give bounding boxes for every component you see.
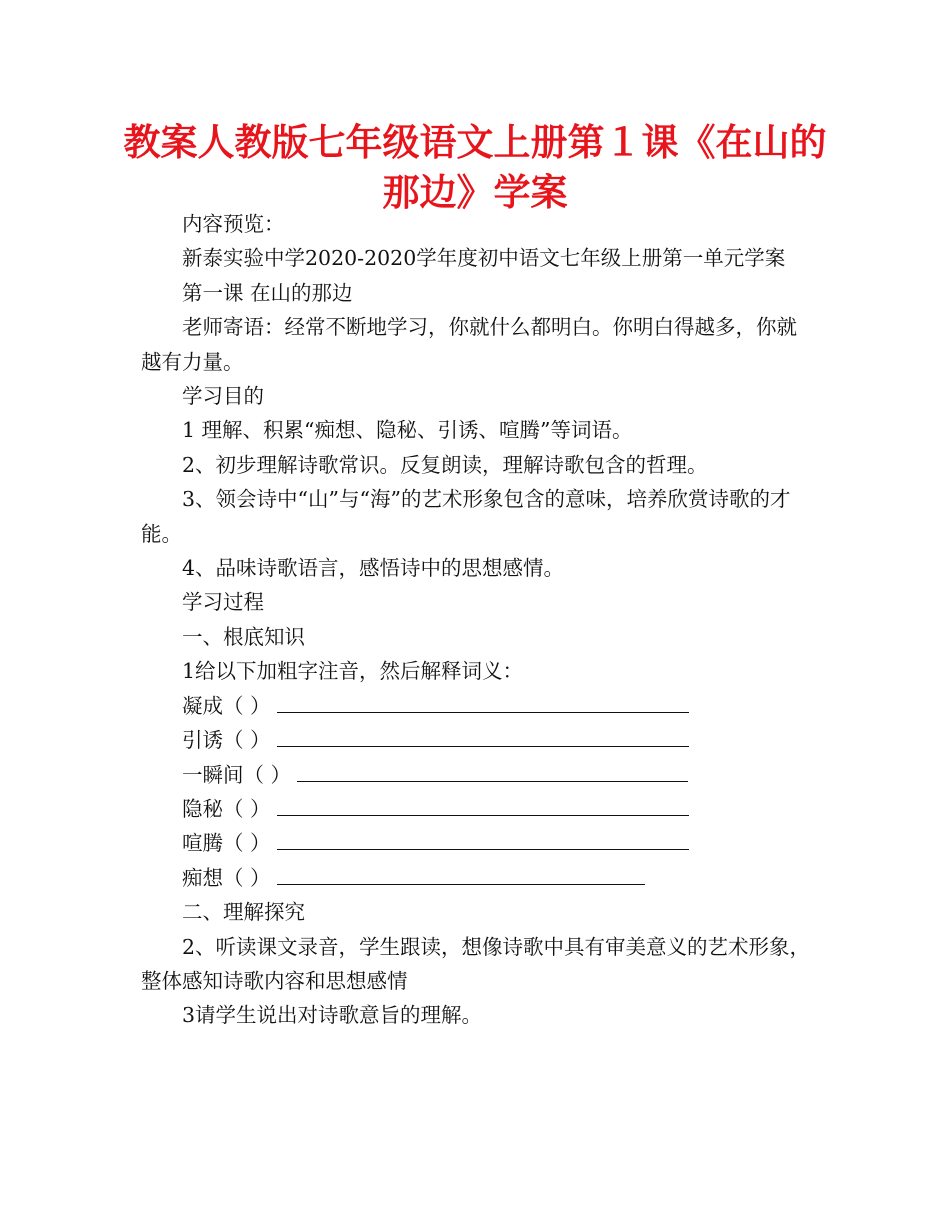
vocab-item — [141, 723, 811, 757]
answer-blank[interactable] — [277, 883, 645, 885]
vocab-item — [141, 792, 811, 826]
answer-blank[interactable] — [277, 814, 689, 816]
objective-2: 2、初步理解诗歌常识。反复朗读，理解诗歌包含的哲理。 — [182, 452, 708, 477]
task-2: 2、听读课文录音，学生跟读，想像诗歌中具有审美意义的艺术形象，整体感知诗歌内容和思想感情 — [141, 934, 811, 993]
document-body — [141, 207, 811, 1033]
vocab-item — [141, 861, 811, 895]
vocab-word: 凝成（ ） — [182, 693, 271, 718]
answer-blank[interactable] — [277, 711, 689, 713]
vocab-item — [141, 689, 811, 723]
vocab-item — [141, 758, 811, 792]
document-title: 教案人教版七年级语文上册第１课《在山的那边》学案 — [123, 121, 827, 214]
objective-3: 3、领会诗中“山”与“海”的艺术形象包含的意味，培养欣赏诗歌的才能。 — [141, 487, 791, 546]
paragraph-school: 新泰实验中学2020-2020学年度初中语文七年级上册第一单元学案 — [182, 246, 786, 271]
vocab-word: 隐秘（ ） — [182, 796, 271, 821]
vocab-word: 痴想（ ） — [182, 865, 271, 890]
heading-basic-knowledge: 一、根底知识 — [182, 624, 305, 649]
vocab-word: 一瞬间（ ） — [182, 762, 292, 787]
heading-process: 学习过程 — [182, 590, 264, 615]
objective-4: 4、品味诗歌语言，感悟诗中的思想感情。 — [182, 556, 565, 581]
answer-blank[interactable] — [277, 848, 689, 850]
objective-1: 1 理解、积累“痴想、隐秘、引诱、喧腾”等词语。 — [182, 418, 633, 443]
answer-blank[interactable] — [297, 780, 688, 782]
answer-blank[interactable] — [277, 745, 689, 747]
heading-understanding: 二、理解探究 — [182, 900, 305, 925]
instruction-phonetics: 1给以下加粗字注音，然后解释词义： — [182, 659, 524, 684]
vocab-word: 喧腾（ ） — [182, 831, 271, 856]
paragraph-lesson: 第一课 在山的那边 — [182, 280, 353, 305]
task-3: 3请学生说出对诗歌意旨的理解。 — [182, 1003, 483, 1028]
vocab-item — [141, 826, 811, 860]
vocab-word: 引诱（ ） — [182, 728, 271, 753]
paragraph-preview: 内容预览： — [182, 212, 285, 236]
heading-objectives: 学习目的 — [182, 384, 264, 409]
paragraph-teacher-message: 老师寄语：经常不断地学习，你就什么都明白。你明白得越多，你就越有力量。 — [141, 315, 797, 374]
